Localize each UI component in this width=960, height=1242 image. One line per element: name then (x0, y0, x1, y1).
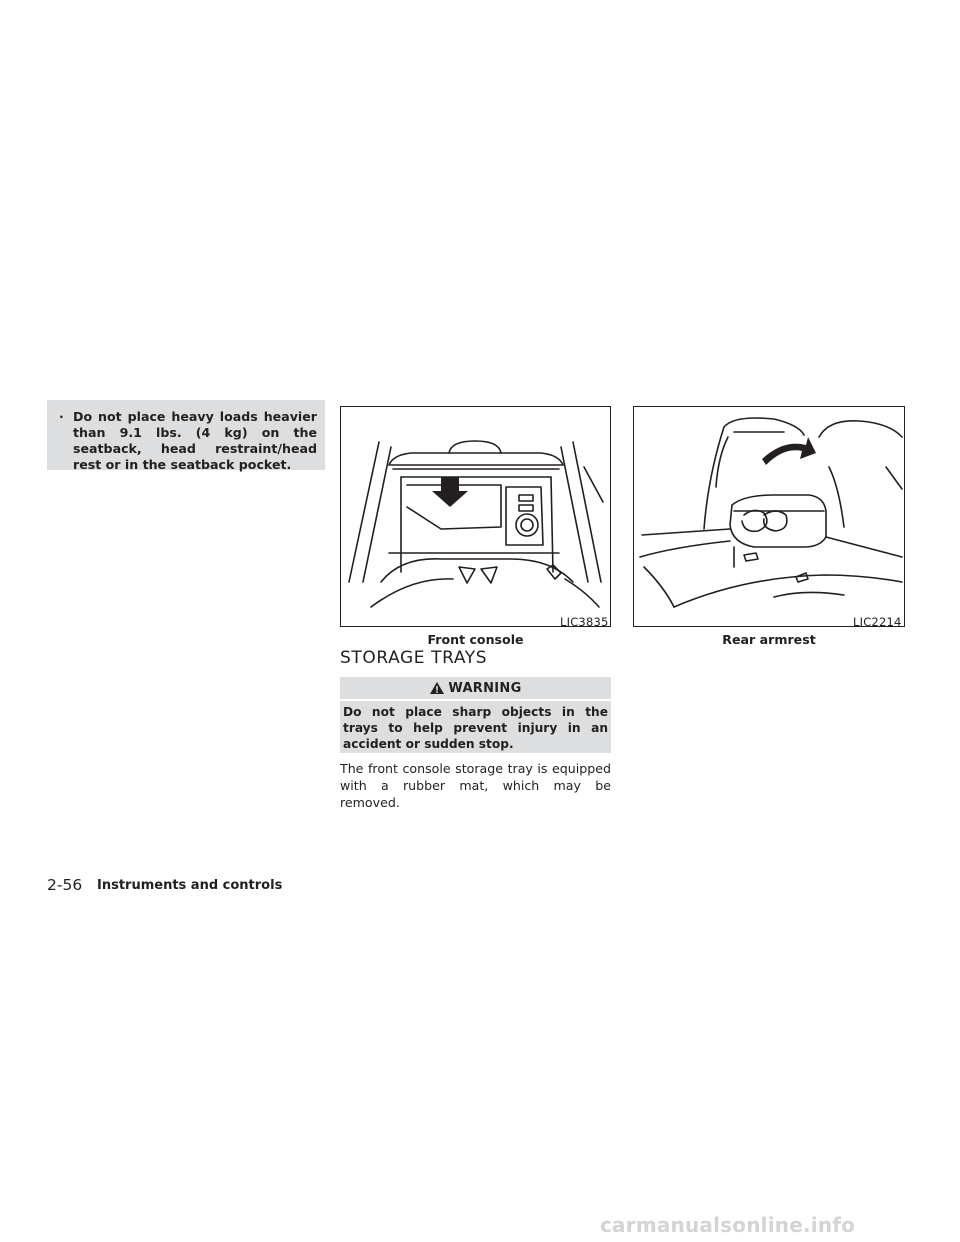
bullet-marker: · (59, 409, 64, 424)
watermark-text: carmanualsonline.info (600, 1213, 856, 1237)
warning-divider (340, 699, 611, 701)
caution-bullet-item (59, 409, 317, 473)
warning-text: Do not place sharp objects in the trays to help prevent injury in an accident or sudden stop. (343, 705, 608, 751)
figure-caption-rear-armrest: Rear armrest (722, 632, 816, 647)
page-number: 2-56 (47, 876, 83, 894)
rear-armrest-drawing (634, 407, 904, 626)
chapter-title: Instruments and controls (97, 878, 283, 893)
rear-armrest-illustration (633, 406, 905, 627)
warning-box (340, 677, 611, 753)
caution-box (47, 400, 325, 470)
warning-triangle-icon (429, 681, 445, 695)
figure-code-front-console: LIC3835 (560, 615, 609, 629)
warning-header (340, 677, 611, 699)
section-heading: STORAGE TRAYS (340, 648, 488, 668)
caution-text: Do not place heavy loads heavier than 9.1 lbs. (4 kg) on the seatback, head restraint/head rest or in the seatback pocket. (73, 409, 317, 472)
front-console-drawing (341, 407, 610, 626)
figure-code-rear-armrest: LIC2214 (853, 615, 902, 629)
warning-title: WARNING (448, 680, 522, 696)
front-console-illustration (340, 406, 611, 627)
body-paragraph: The front console storage tray is equipped with a rubber mat, which may be removed. (340, 761, 611, 810)
figure-caption-front-console: Front console (427, 632, 524, 647)
